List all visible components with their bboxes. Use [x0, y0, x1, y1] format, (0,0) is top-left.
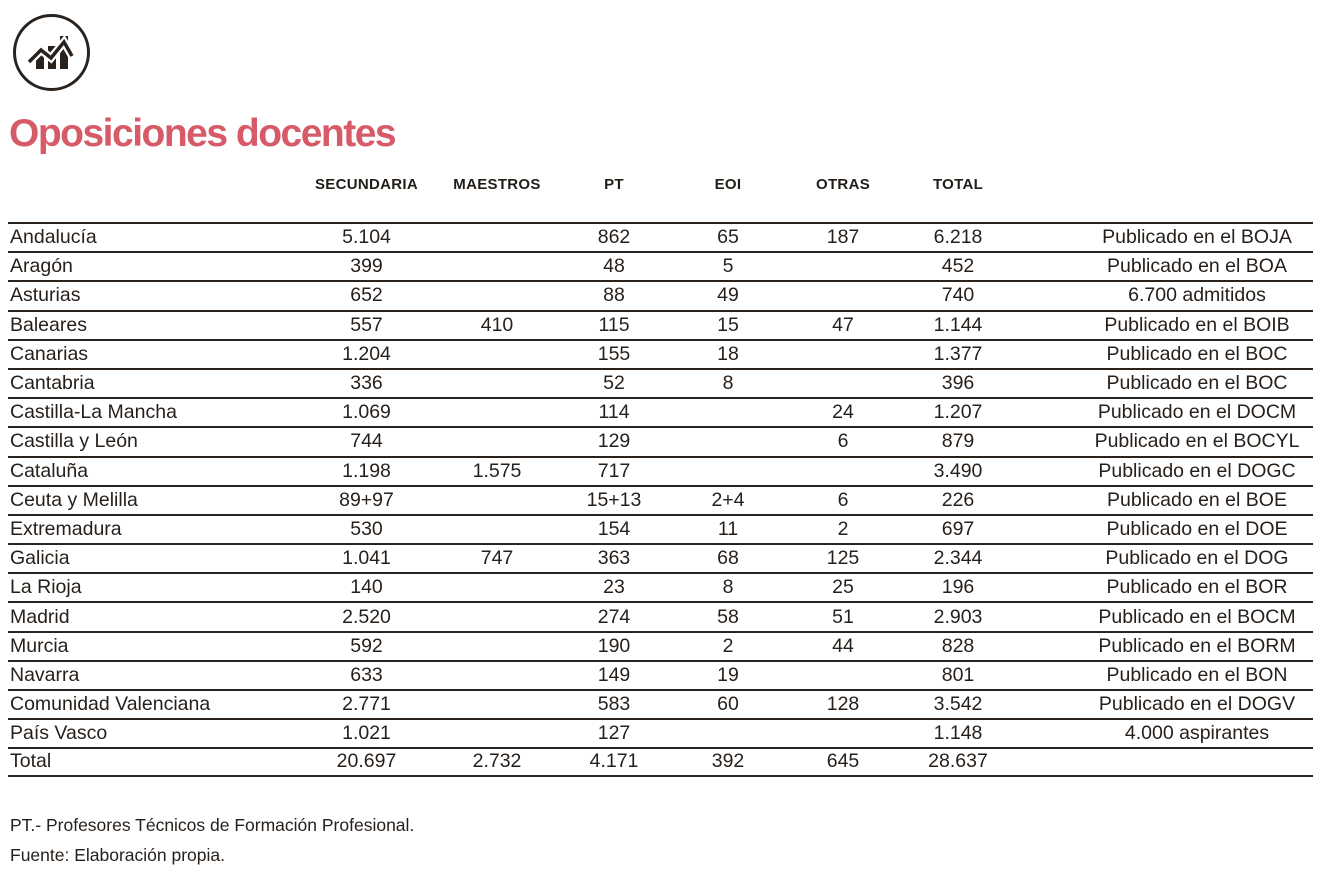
otras-cell: 51	[832, 605, 854, 628]
note-cell: Publicado en el BOE	[1107, 488, 1287, 511]
note-cell: Publicado en el BOCM	[1098, 605, 1296, 628]
total-cell: 1.377	[933, 342, 983, 365]
secundaria-cell: 2.771	[342, 693, 391, 716]
note-cell: Publicado en el BOIB	[1104, 313, 1290, 336]
page-title: Oposiciones docentes	[9, 112, 396, 155]
total-cell: 28.637	[928, 750, 988, 773]
total-cell: 2.344	[933, 547, 983, 570]
eoi-cell: 60	[717, 693, 739, 716]
note-cell: Publicado en el BON	[1106, 663, 1288, 686]
note-cell: Publicado en el DOCM	[1097, 401, 1297, 424]
eoi-cell: 11	[717, 517, 739, 540]
maestros-cell: 747	[480, 547, 514, 570]
pt-cell: 274	[597, 605, 631, 628]
table-row	[8, 222, 1313, 251]
pt-footnote: PT.- Profesores Técnicos de Formación Profesional.	[10, 815, 415, 835]
note-cell: Publicado en el DOGV	[1098, 693, 1296, 716]
secundaria-cell: 5.104	[342, 226, 391, 249]
pt-cell: 583	[597, 693, 631, 716]
total-cell: 3.542	[933, 693, 983, 716]
otras-cell: 25	[832, 576, 854, 599]
region-cell: Comunidad Valenciana	[10, 693, 211, 716]
eoi-cell: 2	[722, 634, 734, 657]
eoi-cell: 2+4	[711, 488, 745, 511]
table-row	[8, 251, 1313, 280]
eoi-cell: 58	[717, 605, 739, 628]
bar-chart-trend-icon	[28, 28, 76, 77]
region-cell: Andalucía	[10, 226, 97, 249]
maestros-cell: 410	[480, 313, 514, 336]
region-cell: Baleares	[10, 313, 87, 336]
table-header-row	[8, 172, 1313, 222]
eoi-cell: 8	[722, 372, 734, 395]
eoi-cell: 65	[717, 226, 739, 249]
region-cell: Canarias	[10, 342, 89, 365]
secundaria-cell: 592	[350, 634, 383, 657]
note-cell: Publicado en el BOJA	[1102, 226, 1292, 249]
column-header-total: TOTAL	[932, 176, 984, 193]
region-cell: La Rioja	[10, 576, 82, 599]
secundaria-cell: 557	[350, 313, 383, 336]
table-row	[8, 718, 1313, 747]
column-header-eoi: EOI	[714, 176, 742, 193]
region-cell: Murcia	[10, 634, 69, 657]
total-cell: 196	[941, 576, 975, 599]
table-body	[8, 222, 1313, 777]
total-cell: 1.144	[933, 313, 983, 336]
region-cell: Asturias	[10, 284, 81, 307]
table-row	[8, 660, 1313, 689]
table-row	[8, 397, 1313, 426]
total-cell: 226	[941, 488, 975, 511]
note-cell: Publicado en el BOC	[1106, 342, 1288, 365]
note-cell: Publicado en el BOR	[1106, 576, 1288, 599]
secundaria-cell: 1.204	[342, 342, 391, 365]
table-row	[8, 572, 1313, 601]
pt-cell: 127	[597, 722, 631, 745]
pt-cell: 115	[598, 313, 630, 336]
eoi-cell: 8	[722, 576, 734, 599]
note-cell: Publicado en el BOC	[1106, 372, 1288, 395]
total-cell: 452	[941, 255, 975, 278]
oposiciones-table	[8, 172, 1313, 777]
total-cell: 828	[941, 634, 975, 657]
eoi-cell: 19	[717, 663, 739, 686]
table-row	[8, 310, 1313, 339]
region-cell: Cantabria	[10, 372, 95, 395]
pt-cell: 114	[598, 401, 630, 424]
otras-cell: 645	[826, 750, 860, 773]
source-footnote: Fuente: Elaboración propia.	[10, 844, 225, 865]
column-header-otras: OTRAS	[816, 176, 870, 193]
pt-cell: 190	[597, 634, 631, 657]
column-header-pt: PT	[604, 176, 624, 193]
secundaria-cell: 652	[350, 284, 383, 307]
secundaria-cell: 530	[350, 517, 383, 540]
pt-cell: 149	[597, 663, 631, 686]
otras-cell: 44	[832, 634, 854, 657]
secundaria-cell: 1.069	[342, 401, 391, 424]
eoi-cell: 18	[717, 342, 739, 365]
eoi-cell: 49	[717, 284, 739, 307]
total-cell: 6.218	[933, 226, 983, 249]
region-cell: Castilla y León	[10, 430, 138, 453]
otras-cell: 47	[832, 313, 854, 336]
table-row	[8, 514, 1313, 543]
table-row	[8, 426, 1313, 455]
region-cell: Navarra	[10, 663, 80, 686]
eoi-cell: 392	[711, 750, 745, 773]
secundaria-cell: 20.697	[336, 750, 397, 773]
secundaria-cell: 744	[350, 430, 383, 453]
pt-cell: 15+13	[586, 488, 642, 511]
pt-cell: 155	[597, 342, 631, 365]
eoi-cell: 68	[717, 547, 739, 570]
note-cell: Publicado en el DOG	[1105, 547, 1289, 570]
secundaria-cell: 2.520	[342, 605, 391, 628]
secundaria-cell: 140	[350, 576, 383, 599]
otras-cell: 128	[826, 693, 860, 716]
table-row	[8, 689, 1313, 718]
total-cell: 1.207	[933, 401, 983, 424]
eoi-cell: 15	[717, 313, 739, 336]
table-row	[8, 368, 1313, 397]
table-row	[8, 280, 1313, 309]
table-row	[8, 747, 1313, 776]
pt-cell: 363	[597, 547, 631, 570]
pt-cell: 129	[597, 430, 631, 453]
otras-cell: 187	[826, 226, 860, 249]
total-cell: 396	[941, 372, 975, 395]
total-cell: 697	[941, 517, 975, 540]
region-cell: Total	[10, 750, 52, 773]
column-header-maestros: MAESTROS	[453, 176, 541, 193]
secundaria-cell: 633	[350, 663, 383, 686]
total-cell: 740	[941, 284, 975, 307]
pt-cell: 48	[603, 255, 625, 278]
pt-cell: 23	[603, 576, 625, 599]
region-cell: Castilla-La Mancha	[10, 401, 177, 424]
note-cell: 6.700 admitidos	[1128, 284, 1266, 307]
chart-logo-badge	[13, 14, 90, 91]
note-cell: Publicado en el BOA	[1107, 255, 1287, 278]
note-cell: Publicado en el BOCYL	[1094, 430, 1300, 453]
region-cell: Extremadura	[10, 517, 122, 540]
secundaria-cell: 1.041	[342, 547, 391, 570]
secundaria-cell: 89+97	[339, 488, 394, 511]
pt-cell: 154	[597, 517, 631, 540]
region-cell: Aragón	[10, 255, 73, 278]
maestros-cell: 1.575	[472, 459, 522, 482]
pt-cell: 88	[603, 284, 625, 307]
secundaria-cell: 1.198	[342, 459, 391, 482]
pt-cell: 4.171	[589, 750, 639, 773]
region-cell: Madrid	[10, 605, 70, 628]
region-cell: Cataluña	[10, 459, 89, 482]
eoi-cell: 5	[722, 255, 734, 278]
total-cell: 3.490	[933, 459, 983, 482]
region-cell: Ceuta y Melilla	[10, 488, 138, 511]
otras-cell: 6	[837, 488, 849, 511]
total-cell: 2.903	[933, 605, 983, 628]
pt-cell: 717	[597, 459, 631, 482]
otras-cell: 24	[832, 401, 854, 424]
secundaria-cell: 1.021	[342, 722, 391, 745]
table-row	[8, 456, 1313, 485]
otras-cell: 2	[837, 517, 849, 540]
table-row	[8, 339, 1313, 368]
note-cell: Publicado en el DOE	[1106, 517, 1288, 540]
column-header-secundaria: SECUNDARIA	[314, 176, 418, 193]
note-cell: Publicado en el DOGC	[1098, 459, 1296, 482]
secundaria-cell: 399	[350, 255, 383, 278]
secundaria-cell: 336	[350, 372, 383, 395]
pt-cell: 862	[597, 226, 631, 249]
total-cell: 879	[941, 430, 975, 453]
note-cell: Publicado en el BORM	[1098, 634, 1296, 657]
total-cell: 1.148	[933, 722, 983, 745]
table-row	[8, 485, 1313, 514]
otras-cell: 6	[837, 430, 849, 453]
note-cell: 4.000 aspirantes	[1124, 722, 1270, 745]
pt-cell: 52	[603, 372, 625, 395]
otras-cell: 125	[826, 547, 860, 570]
table-row	[8, 631, 1313, 660]
region-cell: Galicia	[10, 547, 70, 570]
total-cell: 801	[941, 663, 975, 686]
table-row	[8, 543, 1313, 572]
table-row	[8, 601, 1313, 630]
footnotes	[10, 811, 414, 870]
region-cell: País Vasco	[10, 722, 108, 745]
maestros-cell: 2.732	[472, 750, 522, 773]
